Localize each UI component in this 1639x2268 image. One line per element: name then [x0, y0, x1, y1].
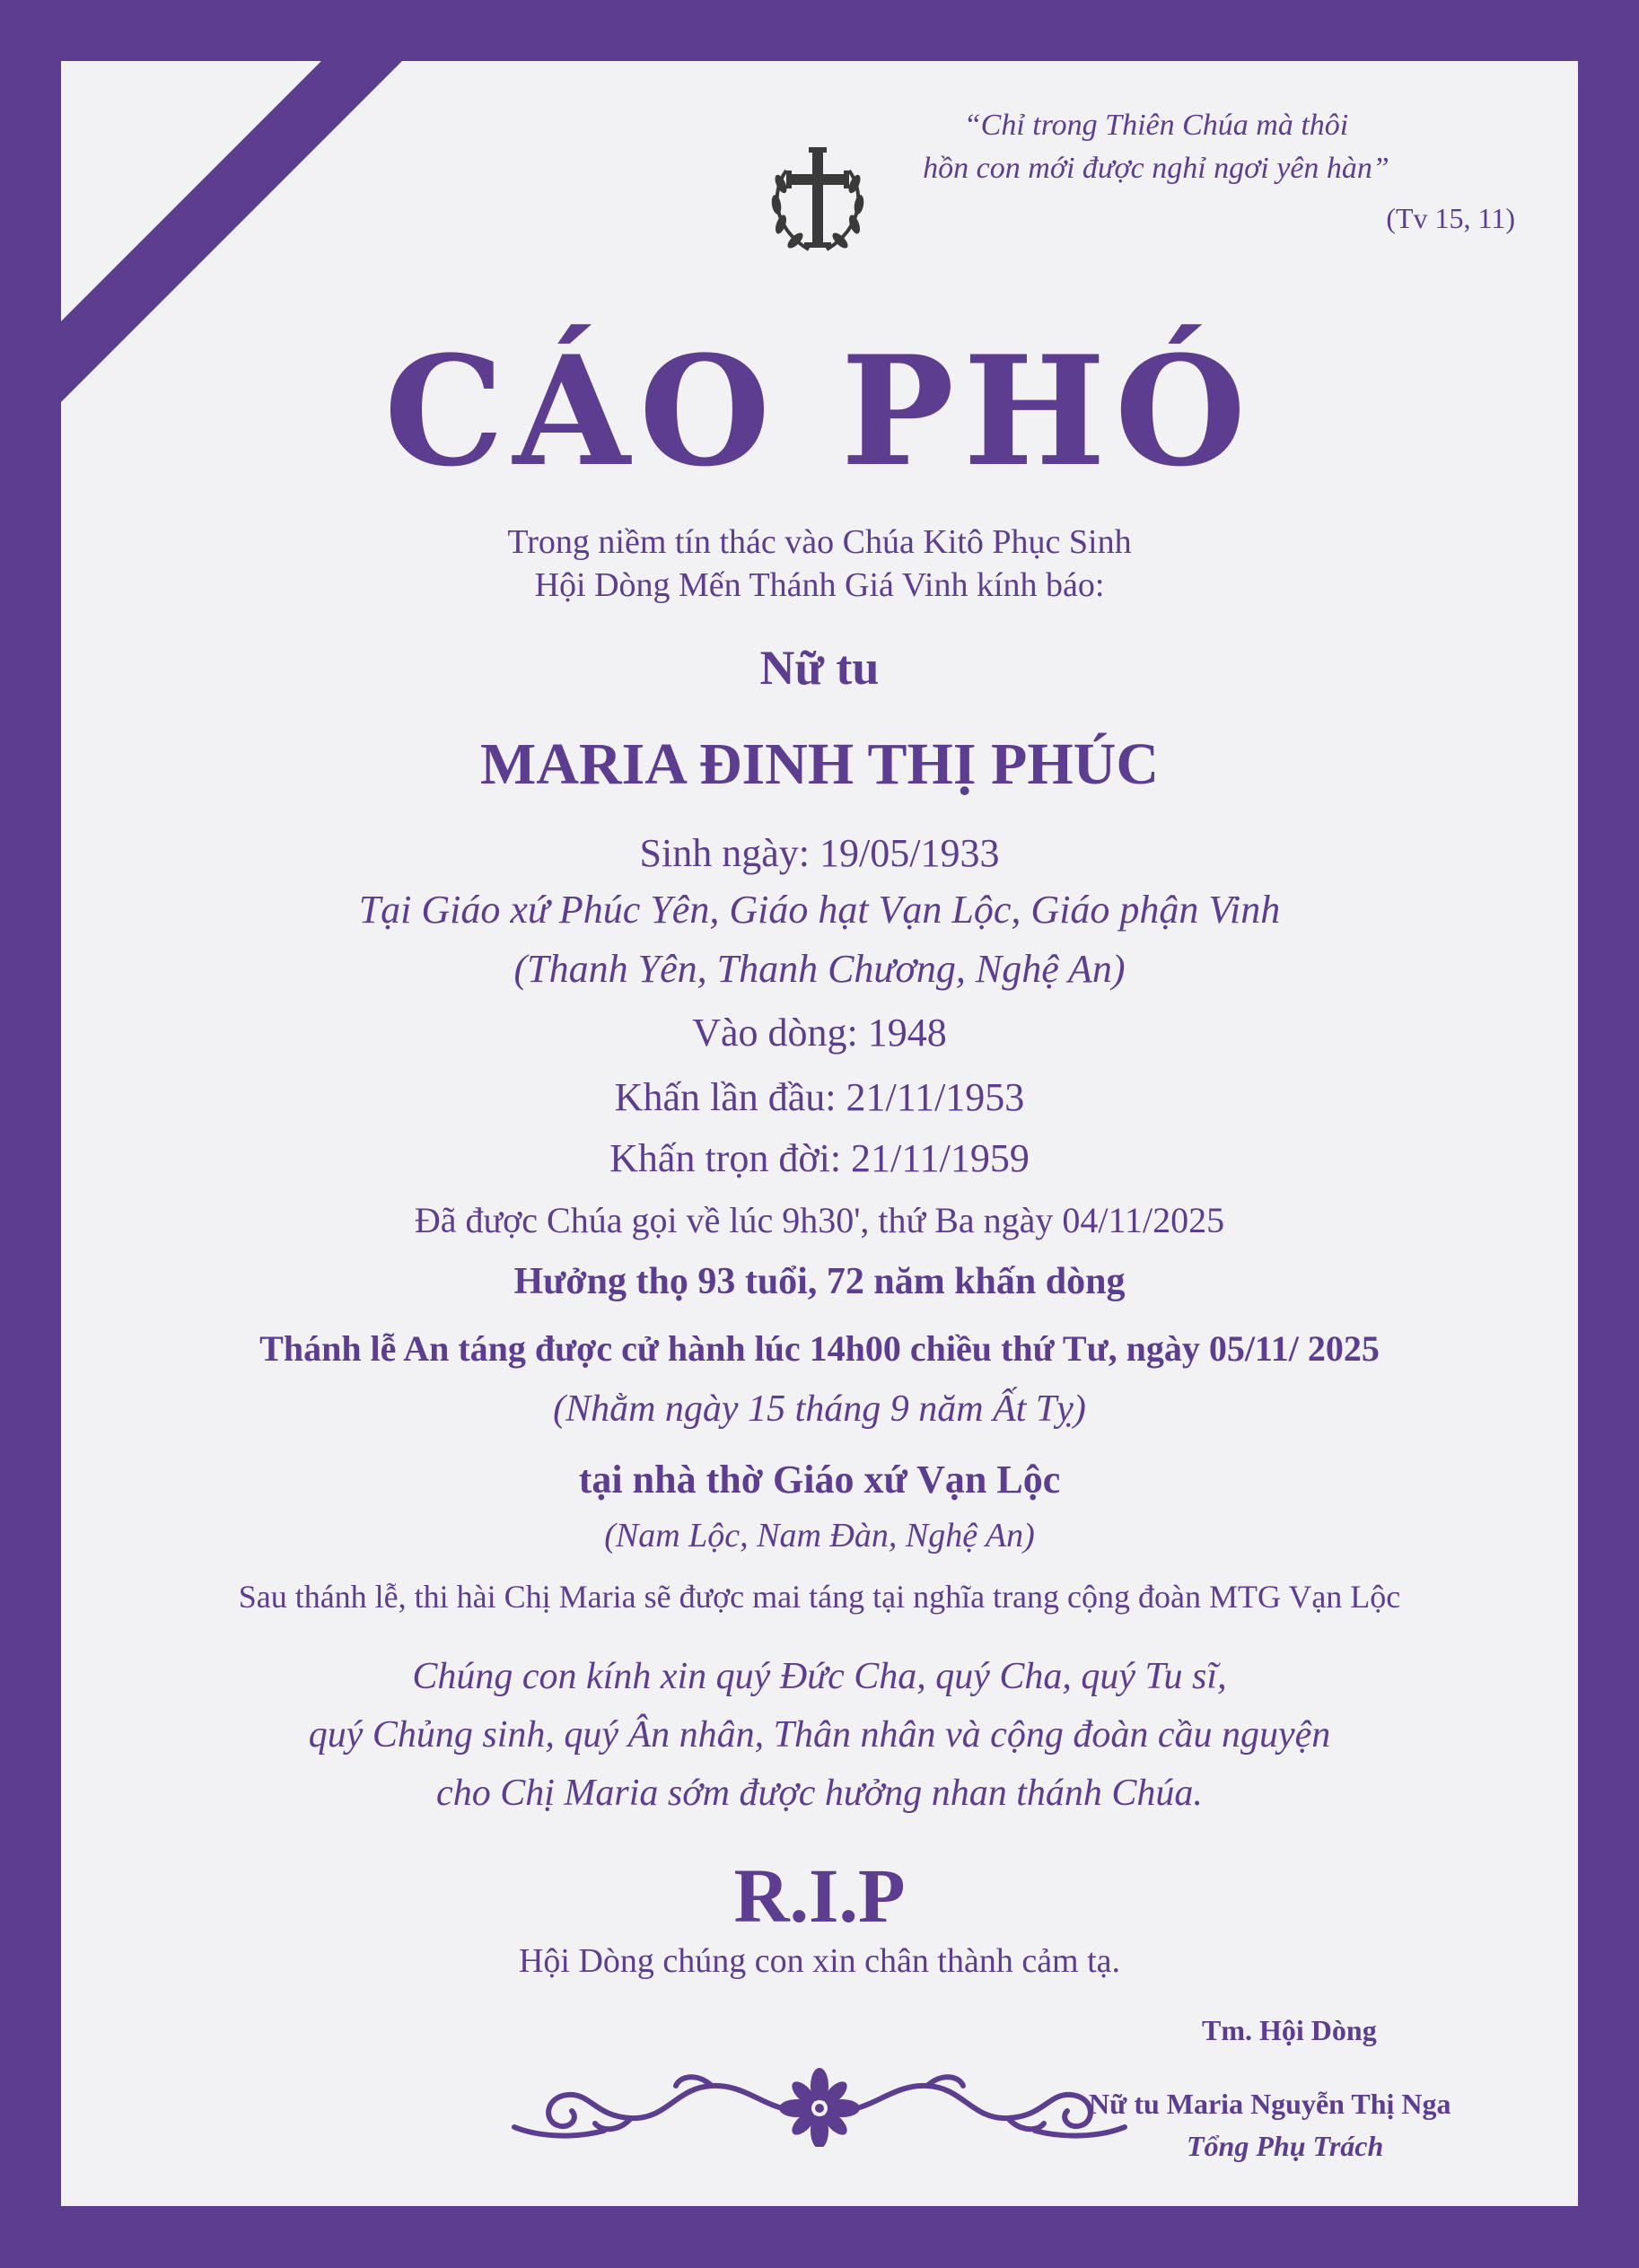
- intro-line-2: Hội Dòng Mến Thánh Giá Vinh kính báo:: [534, 566, 1105, 604]
- final-vows: Khấn trọn đời: 21/11/1959: [609, 1136, 1030, 1180]
- signature-role: Tổng Phụ Trách: [1187, 2130, 1384, 2162]
- scripture-quote: [896, 104, 1416, 190]
- floral-flourish-icon: [505, 2066, 1134, 2147]
- deceased-name: MARIA ĐINH THỊ PHÚC: [479, 731, 1159, 797]
- funeral-place-detail: (Nam Lộc, Nam Đàn, Nghệ An): [604, 1517, 1035, 1554]
- deceased-prefix: Nữ tu: [759, 641, 880, 695]
- prayer-line-2: quý Chủng sinh, quý Ân nhân, Thân nhân và cộng đoàn cầu nguyện: [308, 1714, 1331, 1756]
- prayer-line-3: cho Chị Maria sớm được hưởng nhan thánh Chúa.: [436, 1773, 1203, 1814]
- birthplace-line-2: (Thanh Yên, Thanh Chương, Nghệ An): [513, 947, 1126, 991]
- prayer-line-1: Chúng con kính xin quý Đức Cha, quý Cha, quý Tu sĩ,: [412, 1656, 1227, 1697]
- funeral-mass: Thánh lễ An táng được cử hành lúc 14h00 chiều thứ Tư, ngày 05/11/ 2025: [259, 1328, 1380, 1369]
- lunar-date: (Nhằm ngày 15 tháng 9 năm Ất Tỵ): [553, 1388, 1086, 1430]
- quote-reference: (Tv 15, 11): [1386, 202, 1515, 234]
- page-title: CÁO PHÓ: [383, 322, 1256, 500]
- burial-info: Sau thánh lễ, thi hài Chị Maria sẽ được mai táng tại nghĩa trang cộng đoàn MTG Vạn Lộc: [238, 1579, 1401, 1615]
- age-info: Hưởng thọ 93 tuổi, 72 năm khấn dòng: [513, 1261, 1126, 1302]
- first-vows: Khấn lần đầu: 21/11/1953: [614, 1075, 1025, 1119]
- birth-date: Sinh ngày: 19/05/1933: [639, 831, 1000, 875]
- birthplace-line-1: Tại Giáo xứ Phúc Yên, Giáo hạt Vạn Lộc, Giáo phận Vinh: [358, 888, 1281, 932]
- quote-line-1: “Chỉ trong Thiên Chúa mà thôi: [963, 109, 1349, 142]
- quote-line-2: hồn con mới được nghỉ ngơi yên hàn”: [923, 152, 1389, 185]
- signature-on-behalf: Tm. Hội Dòng: [1202, 2014, 1377, 2046]
- cross-with-laurel-icon: [759, 144, 876, 260]
- entered-order: Vào dòng: 1948: [692, 1011, 947, 1055]
- called-home: Đã được Chúa gọi về lúc 9h30', thứ Ba ngày 04/11/2025: [414, 1200, 1225, 1240]
- obituary-card: [61, 61, 1578, 2206]
- funeral-place: tại nhà thờ Giáo xứ Vạn Lộc: [578, 1458, 1061, 1502]
- signature-name: Nữ tu Maria Nguyễn Thị Nga: [1089, 2088, 1451, 2120]
- thanks-line: Hội Dòng chúng con xin chân thành cảm tạ.: [518, 1942, 1121, 1980]
- rip-heading: R.I.P: [733, 1852, 906, 1939]
- intro-line-1: Trong niềm tín thác vào Chúa Kitô Phục Sinh: [507, 523, 1132, 561]
